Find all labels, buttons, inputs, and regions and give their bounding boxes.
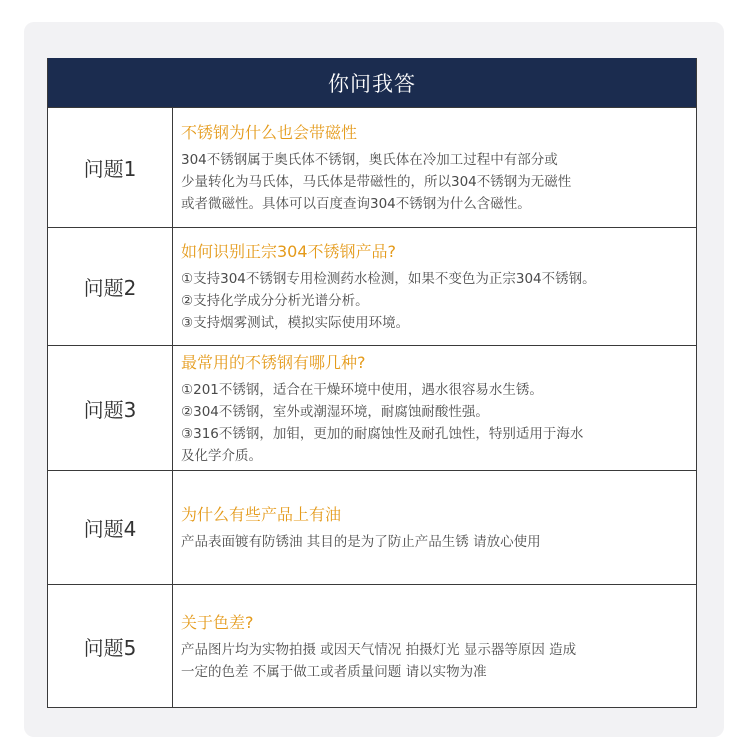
answer-line: ②支持化学成分分析光谱分析。 <box>181 293 369 309</box>
answer-line: ①支持304不锈钢专用检测药水检测，如果不变色为正宗304不锈钢。 <box>181 271 596 287</box>
faq-table <box>47 58 697 708</box>
answer-line: ②304不锈钢，室外或潮湿环境，耐腐蚀耐酸性强。 <box>181 403 489 420</box>
question-title: 不锈钢为什么也会带磁性 <box>181 123 358 142</box>
answer-line: ①201不锈钢，适合在干燥环境中使用，遇水很容易水生锈。 <box>181 381 543 398</box>
answer-line: 产品表面镀有防锈油 其目的是为了防止产品生锈 请放心使用 <box>181 534 541 550</box>
question-title: 关于色差? <box>181 612 254 632</box>
faq-row-1 <box>48 107 696 227</box>
faq-header <box>48 58 696 107</box>
answer-line: 304不锈钢属于奥氏体不锈钢，奥氏体在冷加工过程中有部分或 <box>181 152 558 168</box>
answer-cell <box>173 471 696 584</box>
answer-line: 及化学介质。 <box>181 447 262 464</box>
answer-line: ③316不锈钢，加钼，更加的耐腐蚀性及耐孔蚀性，特别适用于海水 <box>181 425 584 442</box>
question-title: 为什么有些产品上有油 <box>181 505 342 524</box>
question-label: 问题5 <box>48 585 173 707</box>
question-label: 问题4 <box>48 471 173 584</box>
answer-cell <box>173 108 696 227</box>
faq-row-2 <box>48 227 696 345</box>
answer-line: 一定的色差 不属于做工或者质量问题 请以实物为准 <box>181 663 487 680</box>
answer-line: 产品图片均为实物拍摄 或因天气情况 拍摄灯光 显示器等原因 造成 <box>181 641 577 658</box>
faq-row-3 <box>48 345 696 470</box>
answer-line: 或者微磁性。具体可以百度查询304不锈钢为什么含磁性。 <box>181 196 531 212</box>
answer-cell <box>173 346 696 470</box>
answer-cell <box>173 585 696 707</box>
question-label: 问题3 <box>48 346 173 470</box>
question-title: 最常用的不锈钢有哪几种? <box>181 352 366 372</box>
question-title: 如何识别正宗304不锈钢产品? <box>181 242 397 261</box>
answer-line: ③支持烟雾测试，模拟实际使用环境。 <box>181 315 410 331</box>
answer-line: 少量转化为马氏体，马氏体是带磁性的，所以304不锈钢为无磁性 <box>181 174 572 190</box>
question-label: 问题1 <box>48 108 173 227</box>
question-label: 问题2 <box>48 228 173 345</box>
faq-row-5 <box>48 584 696 707</box>
faq-row-4 <box>48 470 696 584</box>
answer-cell <box>173 228 696 345</box>
faq-title: 你问我答 <box>328 71 416 96</box>
